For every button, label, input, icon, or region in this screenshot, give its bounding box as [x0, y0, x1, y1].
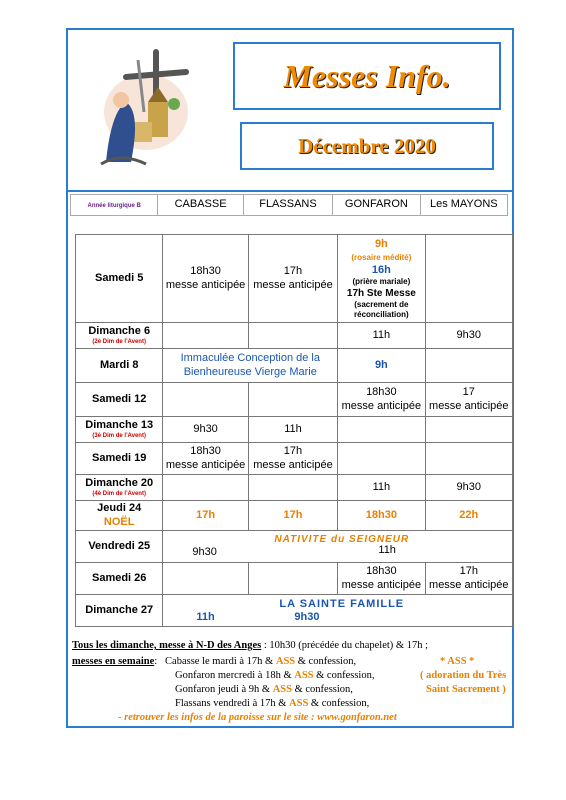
day-label: Dimanche 6 (2è Dim de l'Avent) [76, 323, 163, 349]
cell-cabasse [163, 383, 248, 417]
table-row [76, 563, 513, 595]
cell-gonfaron: 11h [378, 543, 396, 556]
cell-gonfaron: 9h (rosaire médité) 16h (prière mariale) 17h Ste Messe (sacrement de réconciliation) [338, 235, 425, 323]
col-flassans: FLASSANS [243, 195, 332, 216]
cell-flassans: 17h messe anticipée [248, 235, 337, 323]
cell-gonfaron: 18h30 [338, 501, 425, 531]
page-title: Messes Info. [283, 57, 451, 94]
website-footer: - retrouver les infos de la paroisse sur le site : www.gonfaron.net [118, 712, 397, 723]
cell-cabasse [163, 563, 248, 595]
ass-note-line2: Saint Sacrement ) [426, 684, 506, 695]
ass-note-title: * ASS * [440, 656, 475, 667]
col-gonfaron: GONFARON [333, 195, 420, 216]
table-row [76, 417, 513, 443]
header-separator [66, 190, 514, 192]
day-label: Samedi 19 [76, 443, 163, 475]
table-row [76, 349, 513, 383]
feast-label: Immaculée Conception de la Bienheureuse Vierge Marie [163, 349, 338, 383]
table-row [76, 501, 513, 531]
feast-cell [163, 595, 513, 627]
liturgical-year-label: Année liturgique B [71, 195, 158, 216]
cell-mayons: 22h [425, 501, 512, 531]
day-label: Vendredi 25 [76, 531, 163, 563]
cell-gonfaron: 18h30 messe anticipée [338, 563, 425, 595]
schedule-table [75, 234, 513, 627]
cell-cabasse: 9h30 [192, 545, 217, 558]
cell-flassans [248, 475, 337, 501]
cell-mayons: 17 messe anticipée [425, 383, 512, 417]
cell-mayons [425, 235, 512, 323]
cell-flassans [248, 563, 337, 595]
feast-label: LA SAINTE FAMILLE [279, 597, 405, 610]
day-label: Dimanche 20 (4è Dim de l'Avent) [76, 475, 163, 501]
cell-flassans: 17h messe anticipée [248, 443, 337, 475]
cell-gonfaron [338, 417, 425, 443]
weekday-note-3: Gonfaron jeudi à 9h & ASS & confession, [175, 684, 353, 695]
table-row [76, 443, 513, 475]
table-row [76, 531, 513, 563]
ass-note-line1: ( adoration du Très [420, 670, 507, 681]
cell-cabasse: 18h30 messe anticipée [163, 235, 248, 323]
cell-mayons: 9h30 [425, 323, 512, 349]
day-label: Jeudi 24 NOËL [76, 501, 163, 531]
cell-flassans: 17h [248, 501, 337, 531]
cell-mayons: 9h30 [425, 475, 512, 501]
cell-mayons [425, 443, 512, 475]
col-mayons: Les MAYONS [420, 195, 507, 216]
cell-gonfaron [338, 443, 425, 475]
feast-label: NATIVITE du SEIGNEUR [274, 533, 410, 545]
title-box [233, 42, 501, 110]
cell-cabasse: 11h [196, 610, 215, 623]
cell-cabasse: 17h [163, 501, 248, 531]
feast-cell [163, 531, 513, 563]
cell-cabasse [163, 475, 248, 501]
day-label: Mardi 8 [76, 349, 163, 383]
cell-flassans [248, 383, 337, 417]
col-cabasse: CABASSE [158, 195, 243, 216]
sunday-note: Tous les dimanche, messe à N-D des Anges : 10h30 (précédée du chapelet) & 17h ; [72, 640, 428, 651]
cell-cabasse [163, 323, 248, 349]
weekday-note-2: Gonfaron mercredi à 18h & ASS & confession, [175, 670, 375, 681]
cell-mayons [425, 349, 512, 383]
cell-flassans: 11h [248, 417, 337, 443]
weekday-note-4: Flassans vendredi à 17h & ASS & confession, [175, 698, 370, 709]
table-row [76, 595, 513, 627]
cell-mayons [425, 417, 512, 443]
cell-flassans: 9h30 [294, 610, 320, 623]
month-title: Décembre 2020 [298, 133, 436, 158]
day-label: Samedi 12 [76, 383, 163, 417]
cell-gonfaron: 11h [338, 475, 425, 501]
day-label: Samedi 26 [76, 563, 163, 595]
cell-gonfaron: 11h [338, 323, 425, 349]
table-row [76, 235, 513, 323]
cell-flassans [248, 323, 337, 349]
cell-cabasse: 9h30 [163, 417, 248, 443]
day-label: Dimanche 27 [76, 595, 163, 627]
cell-cabasse: 18h30 messe anticipée [163, 443, 248, 475]
month-box [240, 122, 494, 170]
cell-mayons: 17h messe anticipée [425, 563, 512, 595]
table-row [76, 383, 513, 417]
parish-logo-icon [86, 42, 196, 172]
cell-gonfaron: 9h [338, 349, 425, 383]
weekday-note-1: messes en semaine: Cabasse le mardi à 17h & ASS & confession, [72, 656, 357, 667]
day-label: Dimanche 13 (3è Dim de l'Avent) [76, 417, 163, 443]
column-header-table [70, 194, 508, 216]
table-row [76, 323, 513, 349]
cell-gonfaron: 18h30 messe anticipée [338, 383, 425, 417]
table-row [76, 475, 513, 501]
day-label: Samedi 5 [76, 235, 163, 323]
